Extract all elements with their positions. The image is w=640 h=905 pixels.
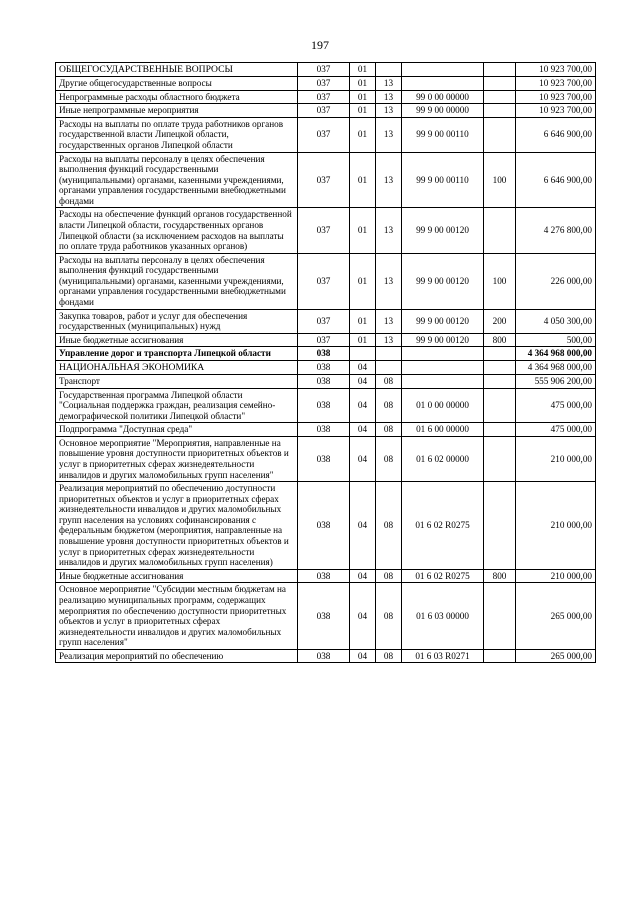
row-amount-cell: 475 000,00 xyxy=(516,423,596,437)
table-row xyxy=(56,63,596,77)
row-amount-cell: 210 000,00 xyxy=(516,436,596,481)
row-target-cell xyxy=(402,347,484,361)
row-type-cell xyxy=(484,117,516,152)
row-target-cell: 01 6 00 00000 xyxy=(402,423,484,437)
row-code-cell: 037 xyxy=(298,90,350,104)
row-name-cell: Расходы на выплаты персоналу в целях обеспечения выполнения функций государственными (муниципальными) органами, казенными учреждениями, органами управления государственными внебюджетными фондами xyxy=(56,253,298,309)
table-row xyxy=(56,482,596,570)
row-target-cell: 01 0 00 00000 xyxy=(402,388,484,423)
row-section-cell: 04 xyxy=(350,388,376,423)
row-amount-cell: 10 923 700,00 xyxy=(516,90,596,104)
table-row xyxy=(56,117,596,152)
row-section-cell: 04 xyxy=(350,569,376,583)
row-section-cell: 04 xyxy=(350,436,376,481)
row-code-cell: 038 xyxy=(298,347,350,361)
row-subsection-cell: 13 xyxy=(376,152,402,208)
table-row xyxy=(56,436,596,481)
row-amount-cell: 4 276 800,00 xyxy=(516,208,596,253)
row-subsection-cell xyxy=(376,63,402,77)
row-amount-cell: 210 000,00 xyxy=(516,482,596,570)
row-subsection-cell xyxy=(376,347,402,361)
row-amount-cell: 4 364 968 000,00 xyxy=(516,360,596,374)
row-subsection-cell: 08 xyxy=(376,388,402,423)
row-target-cell: 01 6 03 00000 xyxy=(402,583,484,649)
row-name-cell: Транспорт xyxy=(56,374,298,388)
row-target-cell: 99 9 00 00000 xyxy=(402,104,484,118)
row-target-cell: 99 9 00 00120 xyxy=(402,208,484,253)
row-section-cell: 04 xyxy=(350,583,376,649)
row-subsection-cell: 13 xyxy=(376,117,402,152)
row-type-cell xyxy=(484,63,516,77)
row-section-cell: 01 xyxy=(350,309,376,333)
row-amount-cell: 265 000,00 xyxy=(516,583,596,649)
row-section-cell: 01 xyxy=(350,152,376,208)
row-target-cell: 01 6 02 R0275 xyxy=(402,569,484,583)
row-type-cell xyxy=(484,360,516,374)
row-type-cell xyxy=(484,649,516,663)
row-subsection-cell: 08 xyxy=(376,374,402,388)
row-type-cell: 200 xyxy=(484,309,516,333)
row-code-cell: 037 xyxy=(298,253,350,309)
row-name-cell: Другие общегосударственные вопросы xyxy=(56,77,298,91)
row-subsection-cell: 08 xyxy=(376,569,402,583)
row-subsection-cell: 08 xyxy=(376,649,402,663)
row-target-cell: 99 9 00 00120 xyxy=(402,333,484,347)
row-name-cell: Расходы на выплаты по оплате труда работников органов государственной власти Липецкой области, государственных органов Липецкой области xyxy=(56,117,298,152)
row-type-cell xyxy=(484,374,516,388)
row-amount-cell: 500,00 xyxy=(516,333,596,347)
row-subsection-cell: 08 xyxy=(376,583,402,649)
table-row xyxy=(56,374,596,388)
row-code-cell: 037 xyxy=(298,309,350,333)
row-name-cell: Иные бюджетные ассигнования xyxy=(56,569,298,583)
row-name-cell: Основное мероприятие "Мероприятия, направленные на повышение уровня доступности приоритетных объектов и услуг в приоритетных сферах жизнедеятельности инвалидов и других маломобильных групп населения" xyxy=(56,436,298,481)
row-type-cell xyxy=(484,77,516,91)
row-section-cell: 01 xyxy=(350,333,376,347)
row-subsection-cell: 08 xyxy=(376,482,402,570)
row-target-cell: 99 9 00 00110 xyxy=(402,152,484,208)
row-amount-cell: 555 906 200,00 xyxy=(516,374,596,388)
row-amount-cell: 10 923 700,00 xyxy=(516,104,596,118)
row-name-cell: Государственная программа Липецкой области "Социальная поддержка граждан, реализация семейно-демографической политики Липецкой области" xyxy=(56,388,298,423)
row-amount-cell: 4 050 300,00 xyxy=(516,309,596,333)
row-type-cell: 800 xyxy=(484,333,516,347)
row-code-cell: 038 xyxy=(298,569,350,583)
row-type-cell: 100 xyxy=(484,253,516,309)
row-amount-cell: 10 923 700,00 xyxy=(516,63,596,77)
row-target-cell xyxy=(402,374,484,388)
row-type-cell xyxy=(484,90,516,104)
row-subsection-cell: 13 xyxy=(376,90,402,104)
row-subsection-cell: 13 xyxy=(376,77,402,91)
table-row xyxy=(56,569,596,583)
row-type-cell xyxy=(484,347,516,361)
row-section-cell: 04 xyxy=(350,482,376,570)
row-code-cell: 038 xyxy=(298,374,350,388)
row-code-cell: 038 xyxy=(298,583,350,649)
row-name-cell: Управление дорог и транспорта Липецкой области xyxy=(56,347,298,361)
row-code-cell: 037 xyxy=(298,63,350,77)
row-type-cell xyxy=(484,583,516,649)
row-target-cell xyxy=(402,360,484,374)
table-row xyxy=(56,104,596,118)
row-code-cell: 037 xyxy=(298,333,350,347)
row-code-cell: 038 xyxy=(298,423,350,437)
row-name-cell: Реализация мероприятий по обеспечению доступности приоритетных объектов и услуг в приоритетных сферах жизнедеятельности инвалидов и других маломобильных групп населения на условиях софинансирования с федеральным бюджетом (мероприятия, направленные на повышение уровня доступности приоритетных объектов и услуг в приоритетных сферах жизнедеятельности инвалидов и других маломобильных групп населения) xyxy=(56,482,298,570)
table-row xyxy=(56,309,596,333)
row-type-cell xyxy=(484,104,516,118)
row-section-cell: 01 xyxy=(350,117,376,152)
row-name-cell: Закупка товаров, работ и услуг для обеспечения государственных (муниципальных) нужд xyxy=(56,309,298,333)
row-amount-cell: 210 000,00 xyxy=(516,569,596,583)
row-name-cell: Реализация мероприятий по обеспечению xyxy=(56,649,298,663)
row-target-cell: 99 0 00 00000 xyxy=(402,90,484,104)
row-name-cell: Иные непрограммные мероприятия xyxy=(56,104,298,118)
row-code-cell: 037 xyxy=(298,104,350,118)
row-name-cell: Подпрограмма "Доступная среда" xyxy=(56,423,298,437)
row-name-cell: Расходы на выплаты персоналу в целях обеспечения выполнения функций государственными (муниципальными) органами, казенными учреждениями, органами управления государственными внебюджетными фондами xyxy=(56,152,298,208)
table-row xyxy=(56,649,596,663)
table-row xyxy=(56,208,596,253)
row-target-cell: 99 9 00 00110 xyxy=(402,117,484,152)
row-amount-cell: 4 364 968 000,00 xyxy=(516,347,596,361)
row-amount-cell: 6 646 900,00 xyxy=(516,152,596,208)
row-subsection-cell: 08 xyxy=(376,423,402,437)
budget-table xyxy=(55,62,596,663)
row-target-cell xyxy=(402,77,484,91)
row-name-cell: Расходы на обеспечение функций органов государственной власти Липецкой области, государственных органов Липецкой области (за исключением расходов на выплаты по оплате труда работников указанных органов) xyxy=(56,208,298,253)
row-type-cell xyxy=(484,436,516,481)
row-name-cell: Иные бюджетные ассигнования xyxy=(56,333,298,347)
row-amount-cell: 10 923 700,00 xyxy=(516,77,596,91)
row-section-cell: 01 xyxy=(350,90,376,104)
row-code-cell: 038 xyxy=(298,388,350,423)
budget-table-body xyxy=(56,63,596,663)
row-code-cell: 038 xyxy=(298,649,350,663)
table-row xyxy=(56,253,596,309)
row-type-cell xyxy=(484,423,516,437)
row-section-cell: 01 xyxy=(350,77,376,91)
row-section-cell: 04 xyxy=(350,423,376,437)
page-number: 197 xyxy=(311,38,329,52)
table-row xyxy=(56,77,596,91)
row-code-cell: 037 xyxy=(298,152,350,208)
row-section-cell: 01 xyxy=(350,208,376,253)
row-subsection-cell: 13 xyxy=(376,253,402,309)
row-target-cell: 99 9 00 00120 xyxy=(402,253,484,309)
table-row xyxy=(56,152,596,208)
row-section-cell: 01 xyxy=(350,63,376,77)
row-type-cell xyxy=(484,388,516,423)
row-amount-cell: 6 646 900,00 xyxy=(516,117,596,152)
row-name-cell: НАЦИОНАЛЬНАЯ ЭКОНОМИКА xyxy=(56,360,298,374)
row-code-cell: 037 xyxy=(298,117,350,152)
row-section-cell: 04 xyxy=(350,649,376,663)
row-name-cell: Основное мероприятие "Субсидии местным бюджетам на реализацию муниципальных программ, содержащих мероприятия по обеспечению доступности приоритетных объектов и услуг в приоритетных сферах жизнедеятельности инвалидов и других маломобильных групп населения" xyxy=(56,583,298,649)
row-code-cell: 038 xyxy=(298,360,350,374)
row-target-cell: 01 6 02 R0275 xyxy=(402,482,484,570)
row-type-cell xyxy=(484,208,516,253)
row-target-cell: 01 6 03 R0271 xyxy=(402,649,484,663)
row-target-cell xyxy=(402,63,484,77)
row-name-cell: Непрограммные расходы областного бюджета xyxy=(56,90,298,104)
table-row xyxy=(56,333,596,347)
row-name-cell: ОБЩЕГОСУДАРСТВЕННЫЕ ВОПРОСЫ xyxy=(56,63,298,77)
row-type-cell: 800 xyxy=(484,569,516,583)
row-subsection-cell: 08 xyxy=(376,436,402,481)
table-row xyxy=(56,347,596,361)
row-section-cell: 04 xyxy=(350,360,376,374)
row-subsection-cell: 13 xyxy=(376,309,402,333)
row-type-cell: 100 xyxy=(484,152,516,208)
row-code-cell: 038 xyxy=(298,482,350,570)
row-section-cell: 01 xyxy=(350,253,376,309)
row-subsection-cell xyxy=(376,360,402,374)
row-target-cell: 99 9 00 00120 xyxy=(402,309,484,333)
row-subsection-cell: 13 xyxy=(376,104,402,118)
row-code-cell: 037 xyxy=(298,208,350,253)
row-type-cell xyxy=(484,482,516,570)
row-subsection-cell: 13 xyxy=(376,333,402,347)
table-row xyxy=(56,423,596,437)
row-section-cell: 04 xyxy=(350,374,376,388)
table-row xyxy=(56,583,596,649)
row-amount-cell: 475 000,00 xyxy=(516,388,596,423)
row-code-cell: 038 xyxy=(298,436,350,481)
row-code-cell: 037 xyxy=(298,77,350,91)
row-amount-cell: 226 000,00 xyxy=(516,253,596,309)
row-section-cell xyxy=(350,347,376,361)
row-section-cell: 01 xyxy=(350,104,376,118)
table-row xyxy=(56,90,596,104)
row-subsection-cell: 13 xyxy=(376,208,402,253)
row-target-cell: 01 6 02 00000 xyxy=(402,436,484,481)
table-row xyxy=(56,388,596,423)
row-amount-cell: 265 000,00 xyxy=(516,649,596,663)
table-row xyxy=(56,360,596,374)
